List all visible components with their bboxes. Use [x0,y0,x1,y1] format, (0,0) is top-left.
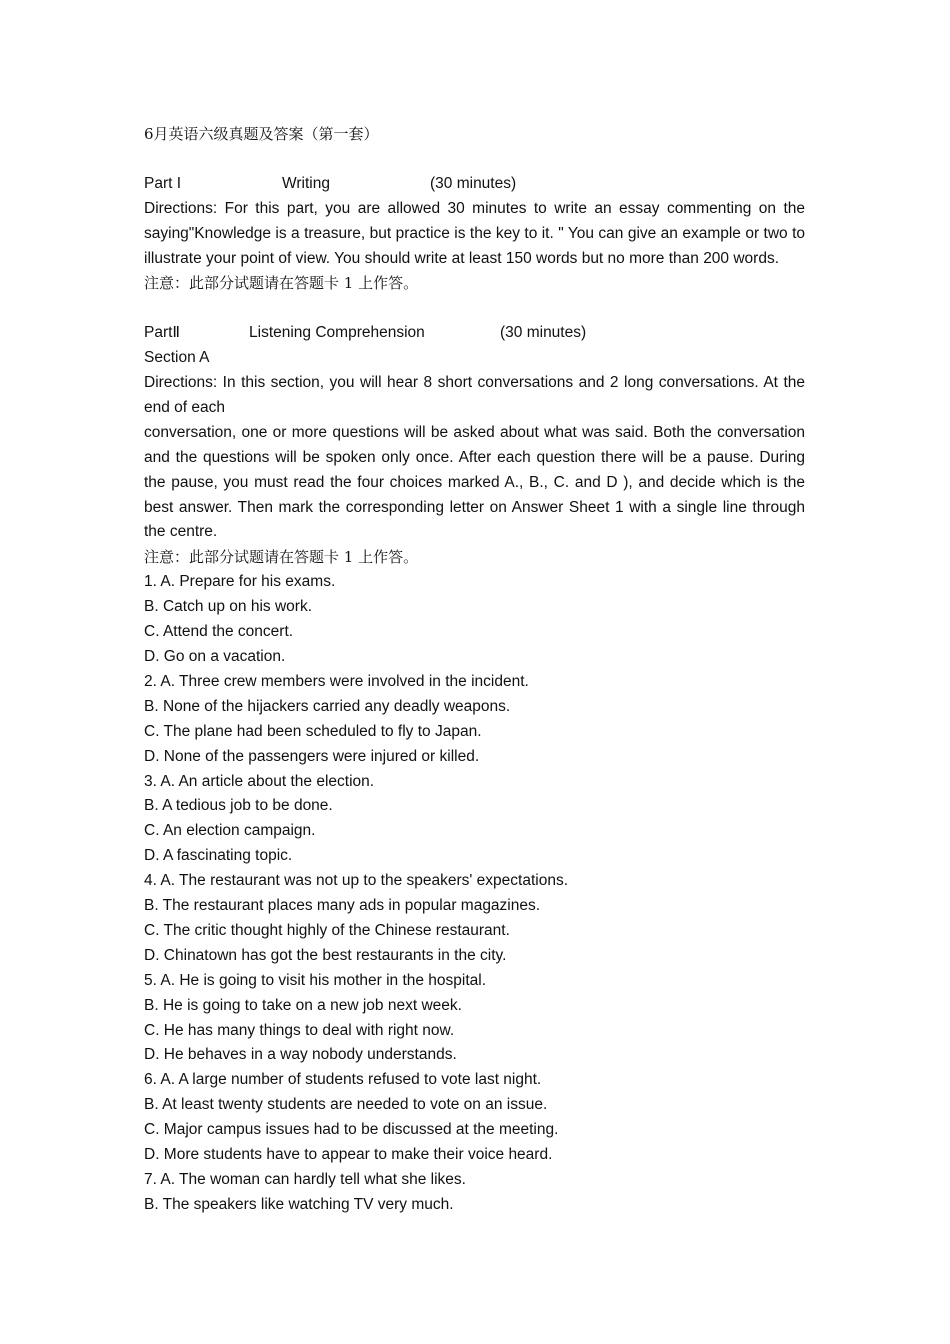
part1-heading [144,172,805,197]
question-line: 7. A. The woman can hardly tell what she likes. [144,1171,466,1188]
part2-name: Listening Comprehension [249,324,425,342]
part1-name: Writing [282,174,330,192]
question-line: B. He is going to take on a new job next week. [144,996,462,1014]
question-line: B. None of the hijackers carried any deadly weapons. [144,697,511,715]
question-line: 6. A. A large number of students refused to vote last night. [144,1071,542,1089]
question-line: B. At least twenty students are needed to vote on an issue. [144,1096,548,1114]
part2-heading [144,321,805,346]
document-title: 6月英语六级真题及答案（第一套） [144,125,379,143]
spacer [144,296,805,321]
part1-note: 注意：此部分试题请在答题卡 1 上作答。 [144,274,419,293]
part1-directions: Directions: For this part, you are allowed 30 minutes to write an essay commenting on the saying"Knowledge is a treasure, but practice is the key to it. " You can give an example or two to illustrate your point of view. You should write at least 150 words but no more than 200 words. [144,199,805,267]
section-a-heading: Section A [144,349,210,367]
question-line: 5. A. He is going to visit his mother in the hospital. [144,971,487,989]
question-line: C. Attend the concert. [144,623,294,641]
document-page [144,122,805,1218]
part1-time: (30 minutes) [430,174,517,192]
question-line: 1. A. Prepare for his exams. [144,573,336,591]
question-line: D. A fascinating topic. [144,847,293,865]
question-line: C. The critic thought highly of the Chinese restaurant. [144,921,510,939]
part2-directions-line1: Directions: In this section, you will hear 8 short conversations and 2 long conversations. At the end of each [144,374,805,416]
part2-note: 注意：此部分试题请在答题卡 1 上作答。 [144,548,419,567]
question-line: D. He behaves in a way nobody understands. [144,1046,457,1064]
question-line: D. Go on a vacation. [144,647,286,665]
question-line: 2. A. Three crew members were involved in the incident. [144,672,529,690]
part1-label: Part I [144,174,182,192]
question-line: 4. A. The restaurant was not up to the speakers' expectations. [144,872,569,890]
part2-time: (30 minutes) [500,324,587,342]
question-line: D. Chinatown has got the best restaurants in the city. [144,946,507,964]
question-line: B. The speakers like watching TV very much. [144,1195,454,1213]
question-line: B. The restaurant places many ads in popular magazines. [144,897,541,915]
question-line: C. Major campus issues had to be discussed at the meeting. [144,1121,559,1139]
question-line: D. None of the passengers were injured or killed. [144,747,480,765]
part2-directions-line2: conversation, one or more questions will be asked about what was said. Both the conversation and the questions will be spoken only once. After each question there will be a pause. During the pause, you must read the four choices marked A., B., C. and D ), and decide which is the best answer. Then mark the corresponding letter on Answer Sheet 1 with a single line through the centre. [144,423,805,541]
question-line: B. A tedious job to be done. [144,797,333,815]
question-line: C. He has many things to deal with right now. [144,1021,455,1039]
part2-label: PartⅡ [144,324,181,342]
question-line: B. Catch up on his work. [144,598,312,616]
spacer [144,147,805,172]
question-line: C. An election campaign. [144,822,316,840]
question-line: C. The plane had been scheduled to fly to Japan. [144,722,482,740]
question-line: D. More students have to appear to make their voice heard. [144,1146,553,1164]
question-line: 3. A. An article about the election. [144,772,375,790]
